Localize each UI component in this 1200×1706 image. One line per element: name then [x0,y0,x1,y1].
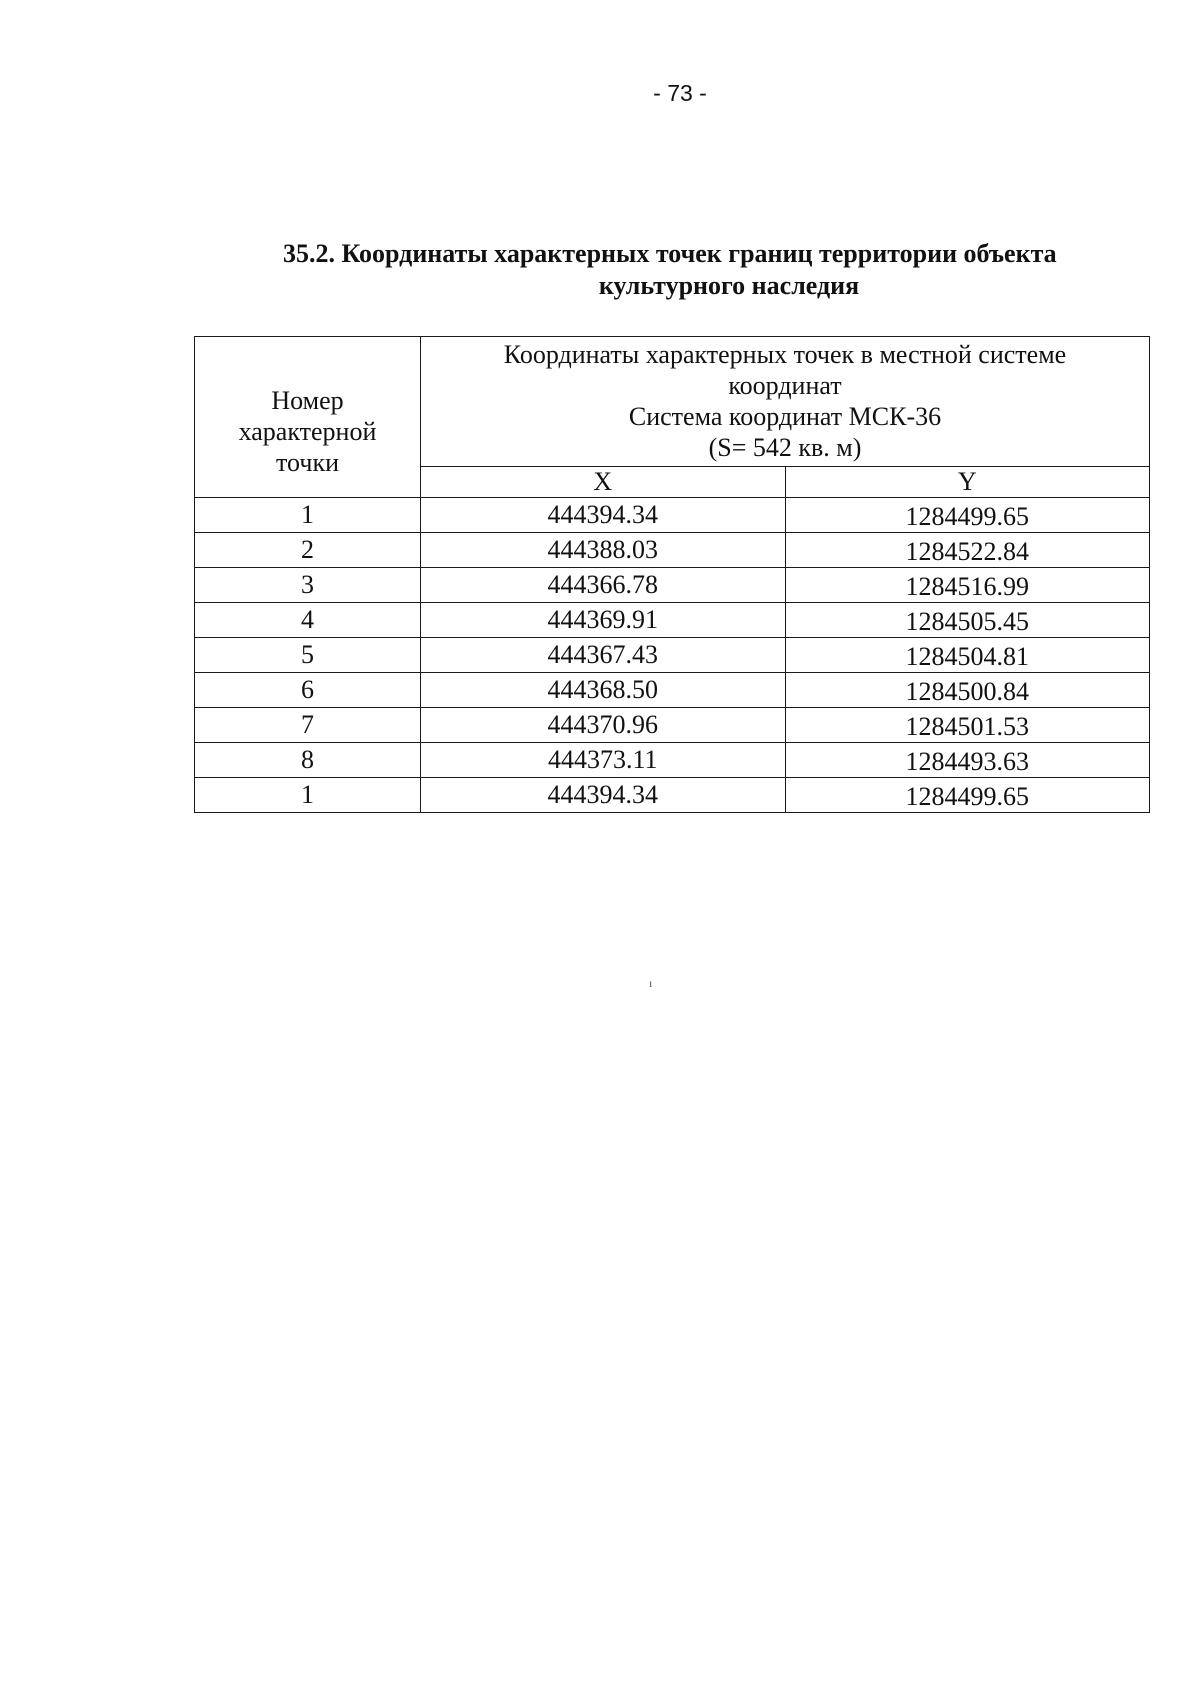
cell-y: 1284504.81 [785,638,1150,673]
table-row [195,778,1150,813]
cell-y: 1284516.99 [785,568,1150,603]
cell-point-number: 1 [195,778,421,813]
cell-point-number: 6 [195,673,421,708]
section-heading [283,238,1145,302]
cell-point-number: 1 [195,498,421,533]
cell-point-number: 8 [195,743,421,778]
table-row [195,743,1150,778]
cell-y: 1284500.84 [785,673,1150,708]
cell-y: 1284522.84 [785,533,1150,568]
section-title-line2: культурного наследия [598,271,860,300]
table-row [195,708,1150,743]
header-area-line: (S= 542 кв. м) [708,433,862,462]
section-number: 35.2. [283,239,335,268]
table-body [195,498,1150,813]
section-heading-line1 [283,238,1145,270]
header-row-main [195,337,1150,467]
header-coordinate-system [421,337,1150,467]
cell-x: 444368.50 [421,673,786,708]
table-row [195,498,1150,533]
cell-x: 444369.91 [421,603,786,638]
table-row [195,638,1150,673]
cell-y: 1284499.65 [785,778,1150,813]
header-coordinate-system-line: Координаты характерных точек в местной системе [503,340,1067,369]
table-row [195,533,1150,568]
cell-point-number: 3 [195,568,421,603]
cell-y: 1284505.45 [785,603,1150,638]
header-y: Y [785,467,1150,498]
cell-y: 1284501.53 [785,708,1150,743]
table-header [195,337,1150,498]
cell-x: 444366.78 [421,568,786,603]
header-point-number-line: точки [276,447,339,477]
cell-x: 444367.43 [421,638,786,673]
page-number-text: - 73 - [653,80,707,106]
cell-x: 444370.96 [421,708,786,743]
header-point-number-line: Номер [271,385,344,415]
header-point-number [195,337,421,498]
cell-point-number: 7 [195,708,421,743]
table-row [195,603,1150,638]
header-coordinate-system-line: Система координат МСК-36 [628,402,942,431]
cell-y: 1284499.65 [785,498,1150,533]
coordinates-table [194,336,1150,813]
table-row [195,673,1150,708]
cell-x: 444388.03 [421,533,786,568]
page-number [0,80,1200,107]
section-title-line1: Координаты характерных точек границ территории объекта [341,239,1057,268]
cell-point-number: 5 [195,638,421,673]
cell-y: 1284493.63 [785,743,1150,778]
cell-x: 444373.11 [421,743,786,778]
table-row [195,568,1150,603]
header-x: X [421,467,786,498]
header-coordinate-system-line: координат [728,371,842,400]
cell-point-number: 2 [195,533,421,568]
cell-x: 444394.34 [421,498,786,533]
header-point-number-line: характерной [238,416,377,446]
cell-point-number: 4 [195,603,421,638]
scan-mark: ı [649,976,653,990]
cell-x: 444394.34 [421,778,786,813]
